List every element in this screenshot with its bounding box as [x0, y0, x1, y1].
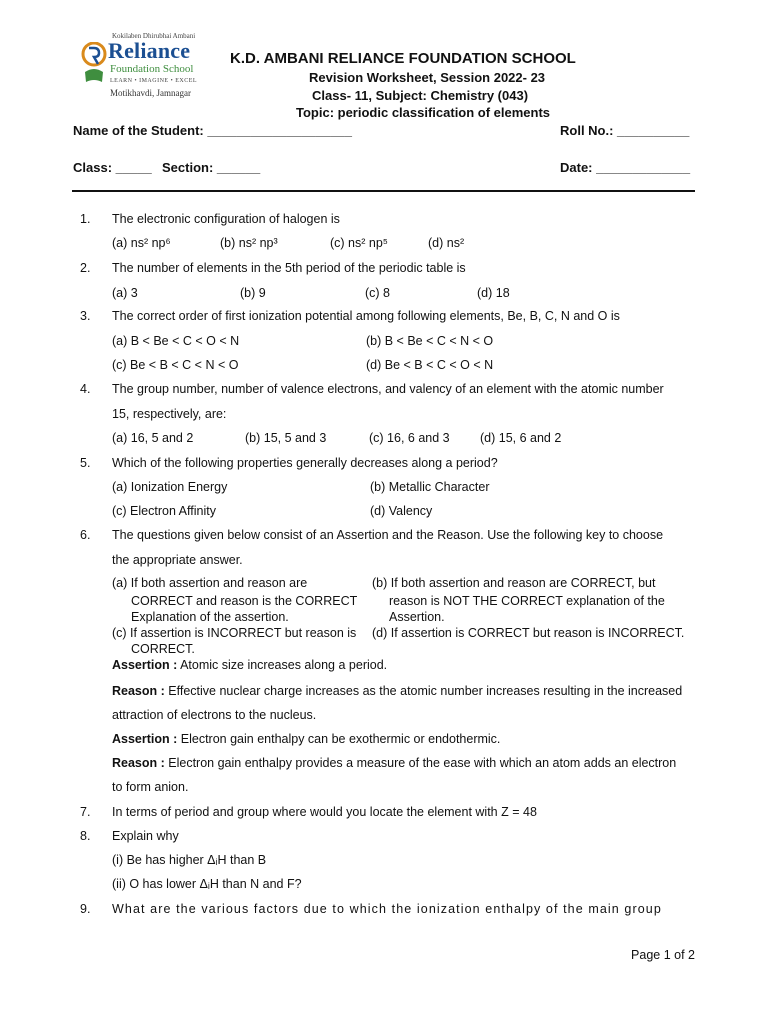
q4-number: 4. [80, 382, 91, 396]
q6-key-c-line2: CORRECT. [131, 642, 195, 656]
q5-option-c: (c) Electron Affinity [112, 504, 216, 518]
q4-option-b: (b) 15, 5 and 3 [245, 431, 327, 445]
logo-tagline: Kokilaben Dhirubhai Ambani [112, 32, 196, 40]
date-field: Date: _____________ [560, 160, 691, 175]
reliance-emblem-icon [80, 42, 108, 86]
q2-text: The number of elements in the 5th period of the periodic table is [112, 261, 466, 275]
logo-location: Motikhavdi, Jamnagar [110, 88, 191, 98]
q6-key-c-line1: (c) If assertion is INCORRECT but reason is [112, 626, 357, 640]
q1-option-c: (c) ns² np⁵ [330, 236, 388, 250]
q9-text: What are the various factors due to which the ionization enthalpy of the main group [112, 902, 662, 916]
q2-option-a: (a) 3 [112, 286, 138, 300]
q6-key-a-line1: (a) If both assertion and reason are [112, 576, 308, 590]
q6-key-b-line3: Assertion. [389, 610, 445, 624]
q1-option-b: (b) ns² np³ [220, 236, 278, 250]
reason-1-text: Effective nuclear charge increases as the atomic number increases resulting in the increased [164, 684, 683, 698]
q3-option-d: (d) Be < B < C < O < N [366, 358, 494, 372]
q2-option-d: (d) 18 [477, 286, 510, 300]
q4-option-c: (c) 16, 6 and 3 [369, 431, 450, 445]
reason-2-line2: to form anion. [112, 780, 189, 794]
roll-no-field: Roll No.: __________ [560, 123, 690, 138]
q9-number: 9. [80, 902, 91, 916]
q2-option-c: (c) 8 [365, 286, 390, 300]
reason-2 [112, 756, 676, 770]
q1-option-a: (a) ns² np⁶ [112, 236, 171, 250]
q6-number: 6. [80, 528, 91, 542]
q1-option-d: (d) ns² [428, 236, 465, 250]
assertion-2 [112, 732, 500, 746]
assertion-2-text: Electron gain enthalpy can be exothermic or endothermic. [177, 732, 501, 746]
student-name-field: Name of the Student: ____________________ [73, 123, 352, 138]
reason-2-label: Reason : [112, 756, 165, 770]
q6-key-d: (d) If assertion is CORRECT but reason is INCORRECT. [372, 626, 685, 640]
q2-option-b: (b) 9 [240, 286, 266, 300]
school-logo [80, 32, 204, 98]
reason-1-line2: attraction of electrons to the nucleus. [112, 708, 317, 722]
q8-part-i: (i) Be has higher ΔᵢH than B [112, 853, 267, 867]
reason-2-text: Electron gain enthalpy provides a measure of the ease with which an atom adds an electron [164, 756, 677, 770]
q4-text-line1: The group number, number of valence electrons, and valency of an element with the atomic number [112, 382, 664, 396]
logo-name: Reliance [108, 38, 191, 63]
q6-key-b-line2: reason is NOT THE CORRECT explanation of the [389, 594, 665, 608]
logo-motto: LEARN • IMAGINE • EXCEL [110, 78, 198, 84]
q5-number: 5. [80, 456, 91, 470]
q6-key-b-line1: (b) If both assertion and reason are CORRECT, but [372, 576, 656, 590]
reason-1-label: Reason : [112, 684, 165, 698]
class-field: Class: _____ [73, 160, 152, 175]
q4-option-a: (a) 16, 5 and 2 [112, 431, 194, 445]
assertion-1 [112, 658, 387, 672]
page-number: Page 1 of 2 [631, 948, 695, 962]
assertion-1-text: Atomic size increases along a period. [177, 658, 388, 672]
q3-option-c: (c) Be < B < C < N < O [112, 358, 239, 372]
header-divider [72, 190, 695, 192]
school-name: K.D. AMBANI RELIANCE FOUNDATION SCHOOL [230, 50, 576, 67]
q7-text: In terms of period and group where would you locate the element with Z = 48 [112, 805, 537, 819]
q8-text: Explain why [112, 829, 179, 843]
q3-text: The correct order of first ionization potential among following elements, Be, B, C, N and O is [112, 309, 620, 323]
q3-option-b: (b) B < Be < C < N < O [366, 334, 494, 348]
assertion-1-label: Assertion : [112, 658, 178, 672]
q6-text-line1: The questions given below consist of an Assertion and the Reason. Use the following key to choose [112, 528, 664, 542]
logo-subtitle: Foundation School [110, 63, 194, 75]
reason-1 [112, 684, 682, 698]
q2-number: 2. [80, 261, 91, 275]
q1-number: 1. [80, 212, 91, 226]
q3-number: 3. [80, 309, 91, 323]
q7-number: 7. [80, 805, 91, 819]
class-subject: Class- 11, Subject: Chemistry (043) [312, 88, 529, 103]
q5-option-d: (d) Valency [370, 504, 433, 518]
assertion-2-label: Assertion : [112, 732, 178, 746]
q5-option-b: (b) Metallic Character [370, 480, 490, 494]
q8-number: 8. [80, 829, 91, 843]
worksheet-title: Revision Worksheet, Session 2022- 23 [309, 70, 546, 85]
q6-key-a-line2: CORRECT and reason is the CORRECT [131, 594, 358, 608]
q5-text: Which of the following properties generally decreases along a period? [112, 456, 498, 470]
q5-option-a: (a) Ionization Energy [112, 480, 228, 494]
q3-option-a: (a) B < Be < C < O < N [112, 334, 240, 348]
section-field: Section: ______ [162, 160, 261, 175]
q8-part-ii: (ii) O has lower ΔᵢH than N and F? [112, 877, 302, 891]
topic: Topic: periodic classification of elements [296, 105, 551, 120]
q1-text: The electronic configuration of halogen is [112, 212, 340, 226]
q6-key-a-line3: Explanation of the assertion. [131, 610, 289, 624]
q4-text-line2: 15, respectively, are: [112, 407, 227, 421]
q6-text-line2: the appropriate answer. [112, 553, 243, 567]
q4-option-d: (d) 15, 6 and 2 [480, 431, 562, 445]
